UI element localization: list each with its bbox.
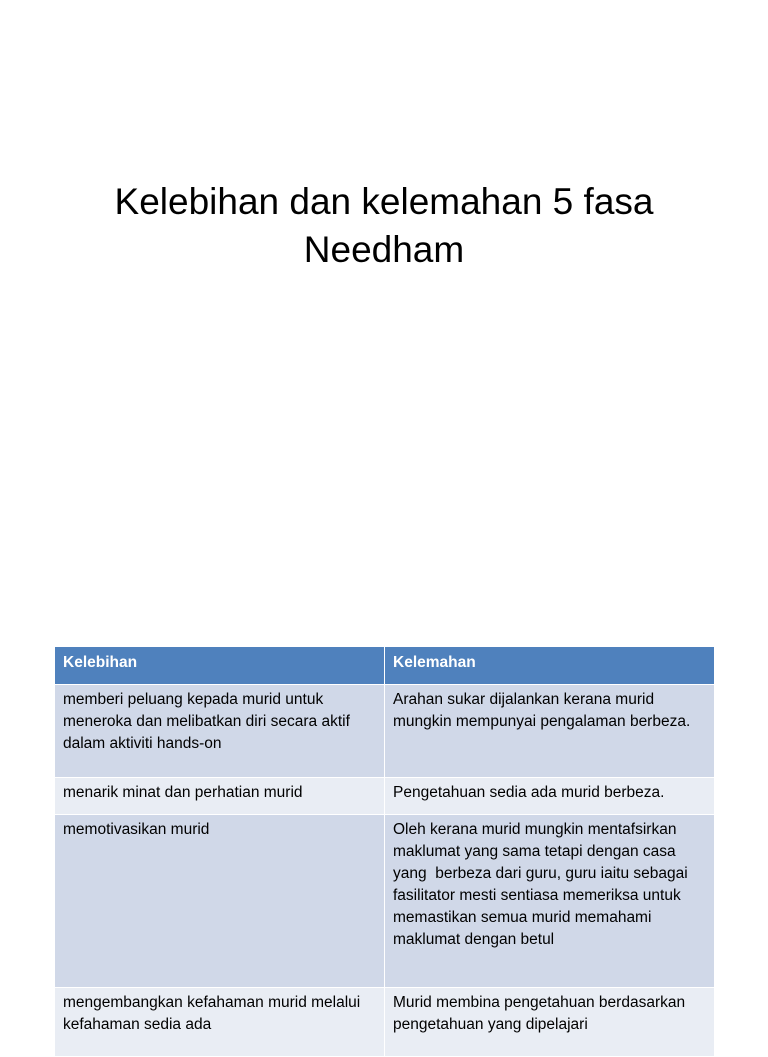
kelebihan-cell: menarik minat dan perhatian murid [55,778,385,815]
comparison-table [54,646,715,1057]
table-row [55,685,715,778]
kelebihan-cell: memberi peluang kepada murid untuk meneroka dan melibatkan diri secara aktif dalam aktiviti hands-on [55,685,385,778]
kelebihan-cell: mengembangkan kefahaman murid melalui kefahaman sedia ada [55,988,385,1057]
table-row [55,778,715,815]
slide-title-line-1: Kelebihan dan kelemahan 5 fasa [114,181,654,222]
kelemahan-cell: Pengetahuan sedia ada murid berbeza. [385,778,715,815]
kelemahan-cell: Arahan sukar dijalankan kerana murid mungkin mempunyai pengalaman berbeza. [385,685,715,778]
kelemahan-cell: Murid membina pengetahuan berdasarkan pengetahuan yang dipelajari [385,988,715,1057]
slide-title-line-2: Needham [303,229,465,270]
table-row [55,815,715,988]
table-header-row [55,647,715,685]
table-row [55,988,715,1057]
slide-title [60,178,708,274]
header-kelemahan: Kelemahan [385,647,715,685]
kelemahan-cell: Oleh kerana murid mungkin mentafsirkan maklumat yang sama tetapi dengan casa yang berbeza dari guru, guru iaitu sebagai fasilitator mesti sentiasa memeriksa untuk memastikan semua murid memahami maklumat dengan betul [385,815,715,988]
header-kelebihan: Kelebihan [55,647,385,685]
kelebihan-cell: memotivasikan murid [55,815,385,988]
